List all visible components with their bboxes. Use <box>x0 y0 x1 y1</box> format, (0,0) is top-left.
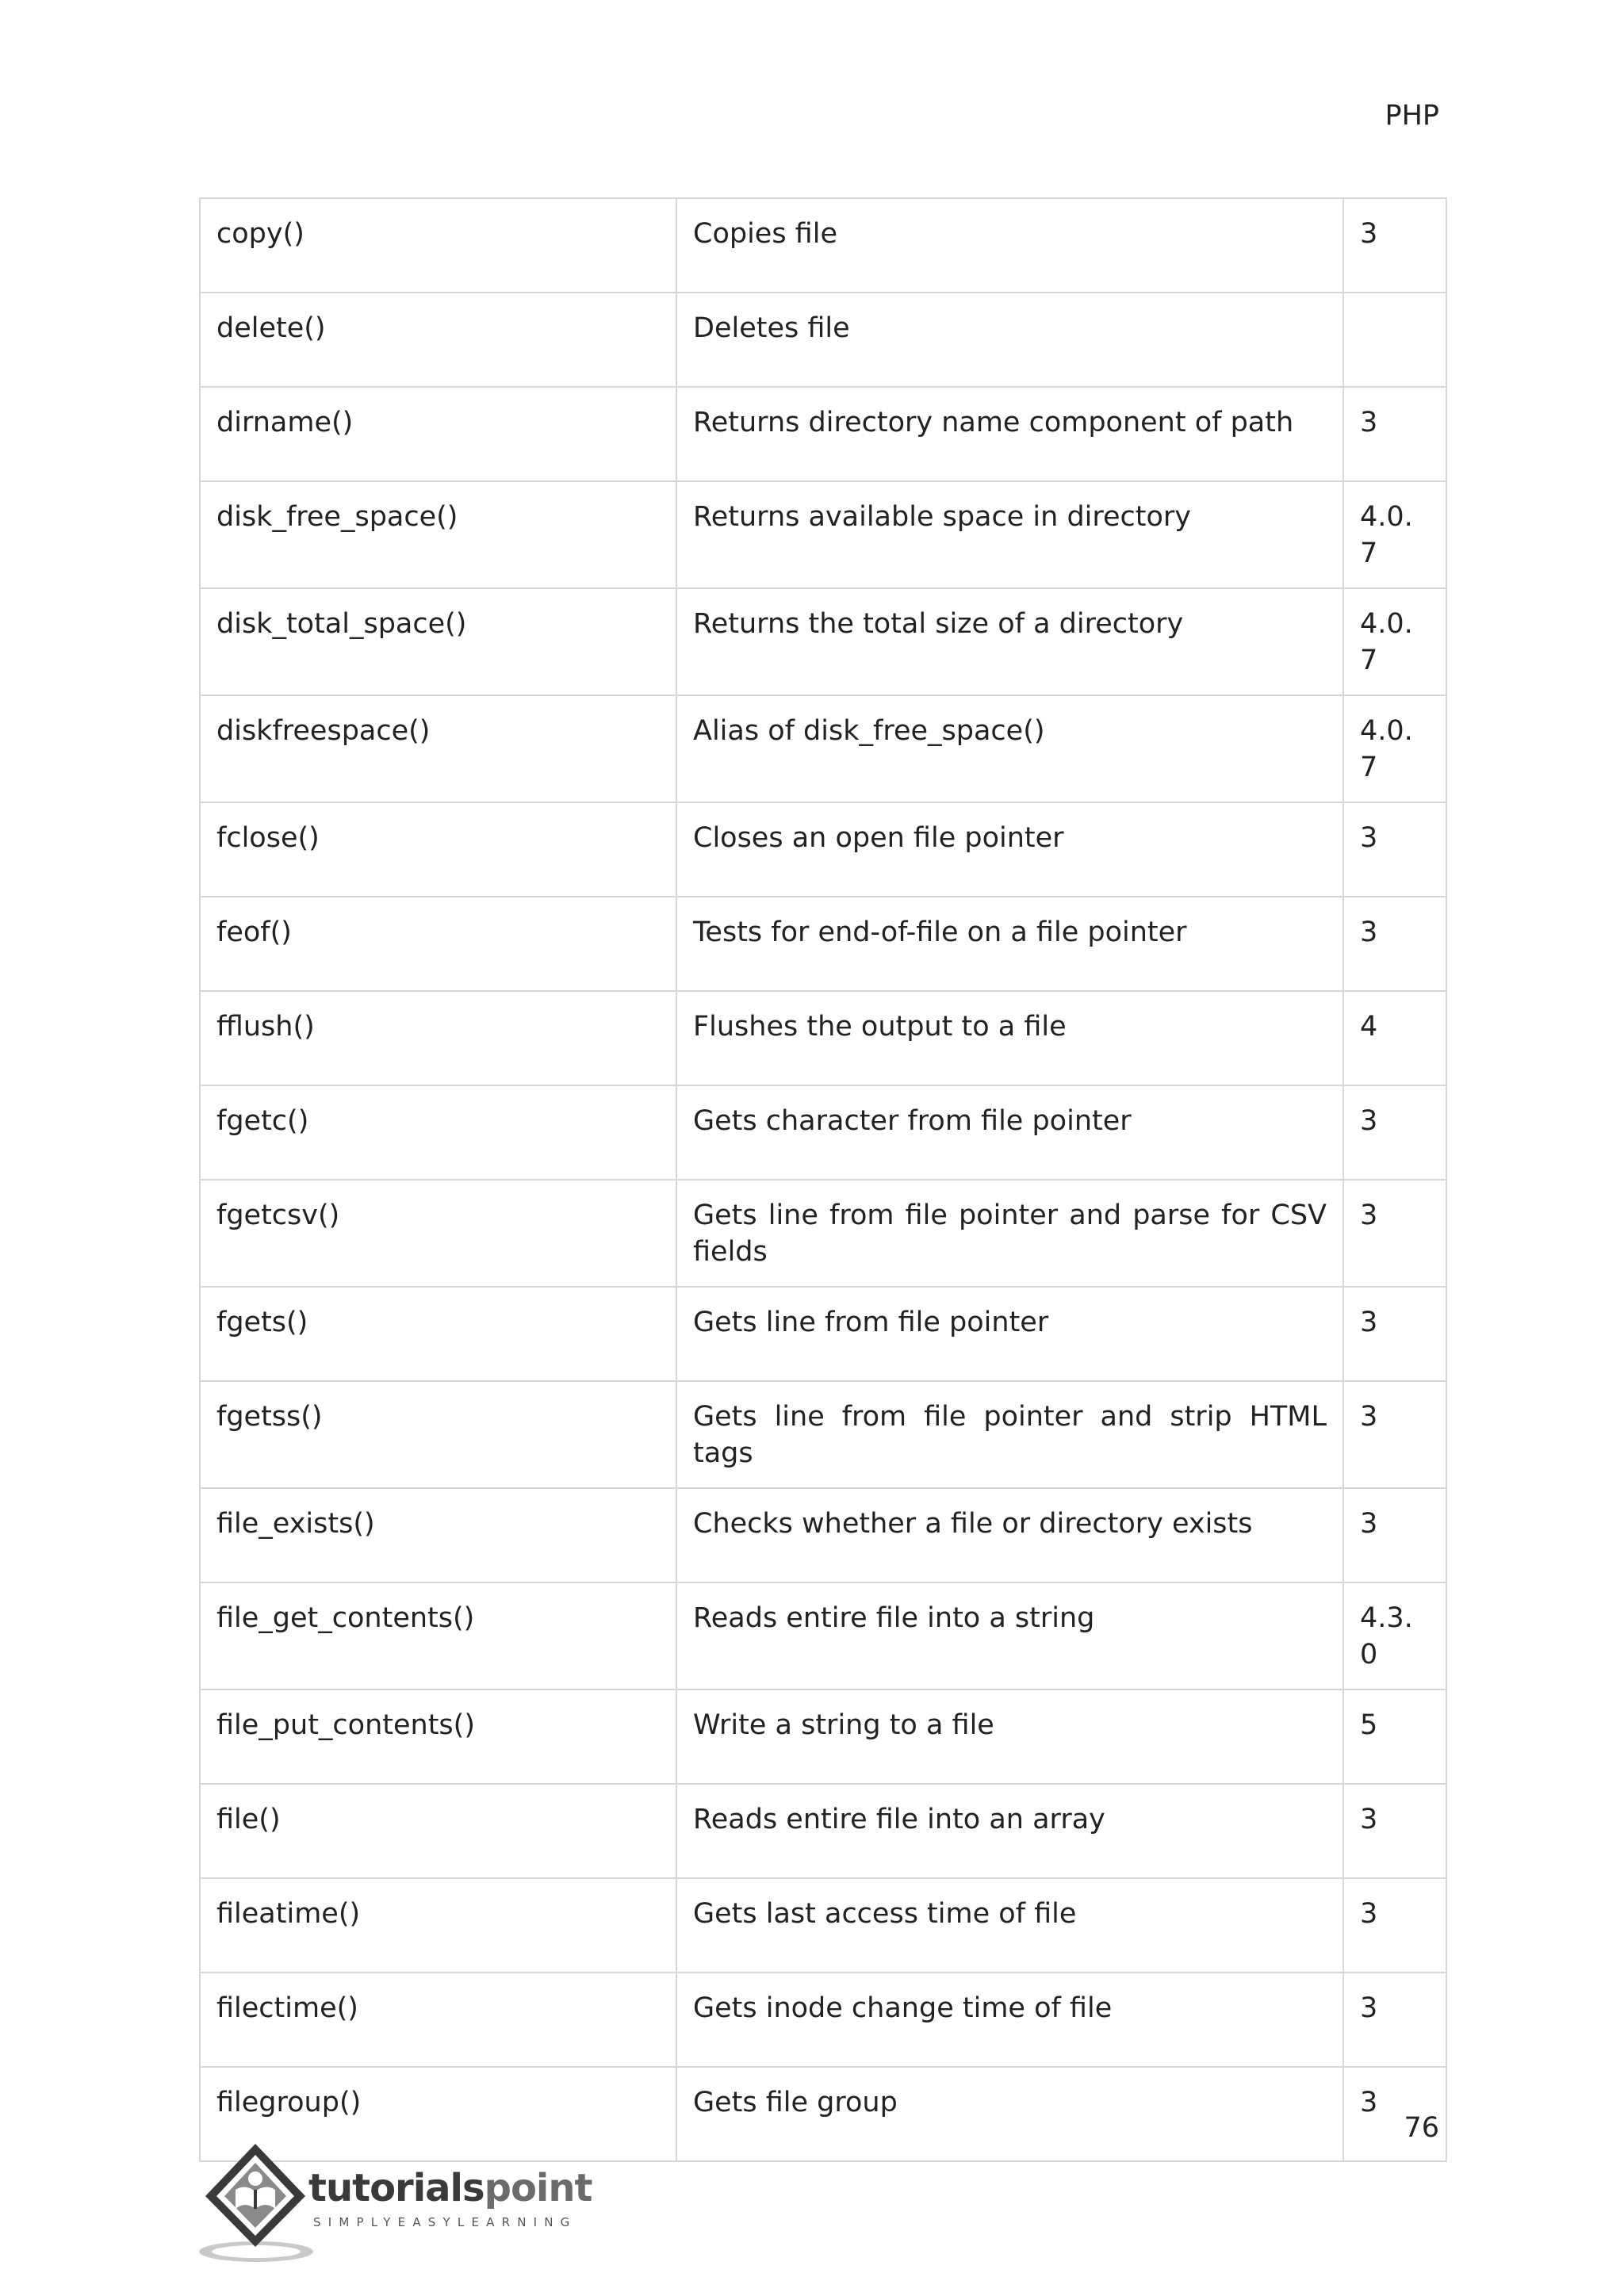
description-cell: Gets line from file pointer and parse for CSV fields <box>676 1180 1343 1287</box>
tutorialspoint-logo <box>196 2139 600 2266</box>
function-name-cell: fgetcsv() <box>200 1180 676 1287</box>
description-cell: Write a string to a file <box>676 1689 1343 1784</box>
function-name-cell: fclose() <box>200 802 676 897</box>
function-name-cell: filectime() <box>200 1973 676 2067</box>
table-row <box>200 1784 1446 1878</box>
function-table <box>199 197 1447 2162</box>
description-cell: Returns available space in directory <box>676 481 1343 588</box>
function-name-cell: file_put_contents() <box>200 1689 676 1784</box>
description-cell: Returns the total size of a directory <box>676 588 1343 695</box>
version-cell: 3 <box>1343 1488 1446 1582</box>
function-name-cell: file() <box>200 1784 676 1878</box>
version-cell: 3 <box>1343 802 1446 897</box>
table-row <box>200 1287 1446 1381</box>
table-row <box>200 1973 1446 2067</box>
table-row <box>200 1180 1446 1287</box>
description-cell: Alias of disk_free_space() <box>676 695 1343 802</box>
table-row <box>200 802 1446 897</box>
function-name-cell: copy() <box>200 198 676 293</box>
version-cell: 3 <box>1343 1287 1446 1381</box>
function-name-cell: fflush() <box>200 991 676 1085</box>
version-cell: 3 <box>1343 1973 1446 2067</box>
page-header-title: PHP <box>1385 100 1439 132</box>
description-cell: Gets file group <box>676 2067 1343 2161</box>
description-cell: Closes an open file pointer <box>676 802 1343 897</box>
table-row <box>200 695 1446 802</box>
function-name-cell: filegroup() <box>200 2067 676 2161</box>
version-cell: 3 <box>1343 387 1446 481</box>
table-row <box>200 897 1446 991</box>
version-cell: 4.3.0 <box>1343 1582 1446 1689</box>
table-row <box>200 198 1446 293</box>
function-name-cell: diskfreespace() <box>200 695 676 802</box>
version-cell: 3 <box>1343 198 1446 293</box>
function-name-cell: disk_free_space() <box>200 481 676 588</box>
version-cell: 3 <box>1343 897 1446 991</box>
table-row <box>200 991 1446 1085</box>
logo-wordmark <box>308 2168 592 2209</box>
page-number: 76 <box>1404 2112 1439 2144</box>
version-cell: 3 <box>1343 1180 1446 1287</box>
function-name-cell: fgetc() <box>200 1085 676 1180</box>
function-name-cell: file_get_contents() <box>200 1582 676 1689</box>
table-row <box>200 1381 1446 1488</box>
table-row <box>200 387 1446 481</box>
version-cell <box>1343 293 1446 387</box>
function-name-cell: file_exists() <box>200 1488 676 1582</box>
function-name-cell: fgets() <box>200 1287 676 1381</box>
function-table-body <box>200 198 1446 2161</box>
table-row <box>200 1488 1446 1582</box>
function-name-cell: dirname() <box>200 387 676 481</box>
description-cell: Returns directory name component of path <box>676 387 1343 481</box>
version-cell: 4.0.7 <box>1343 481 1446 588</box>
version-cell: 3 <box>1343 1085 1446 1180</box>
description-cell: Gets character from file pointer <box>676 1085 1343 1180</box>
function-name-cell: fileatime() <box>200 1878 676 1973</box>
version-cell: 3 <box>1343 1784 1446 1878</box>
table-row <box>200 1689 1446 1784</box>
description-cell: Checks whether a file or directory exists <box>676 1488 1343 1582</box>
description-cell: Flushes the output to a file <box>676 991 1343 1085</box>
version-cell: 3 <box>1343 2067 1446 2161</box>
description-cell: Reads entire file into an array <box>676 1784 1343 1878</box>
logo-word-part2: point <box>484 2166 592 2210</box>
version-cell: 4 <box>1343 991 1446 1085</box>
table-row <box>200 1878 1446 1973</box>
table-row <box>200 1085 1446 1180</box>
version-cell: 3 <box>1343 1381 1446 1488</box>
description-cell: Gets line from file pointer and strip HTML tags <box>676 1381 1343 1488</box>
description-cell: Gets line from file pointer <box>676 1287 1343 1381</box>
description-cell: Gets last access time of file <box>676 1878 1343 1973</box>
table-row <box>200 1582 1446 1689</box>
table-row <box>200 481 1446 588</box>
description-cell: Deletes file <box>676 293 1343 387</box>
description-cell: Copies file <box>676 198 1343 293</box>
function-name-cell: fgetss() <box>200 1381 676 1488</box>
table-row <box>200 588 1446 695</box>
function-name-cell: feof() <box>200 897 676 991</box>
table-row <box>200 293 1446 387</box>
version-cell: 4.0.7 <box>1343 695 1446 802</box>
description-cell: Gets inode change time of file <box>676 1973 1343 2067</box>
logo-tagline: SIMPLYEASYLEARNING <box>313 2215 577 2229</box>
tutorialspoint-logo-icon <box>196 2139 315 2266</box>
function-name-cell: delete() <box>200 293 676 387</box>
logo-word-part1: tutorials <box>308 2166 485 2210</box>
function-name-cell: disk_total_space() <box>200 588 676 695</box>
description-cell: Tests for end-of-file on a file pointer <box>676 897 1343 991</box>
version-cell: 3 <box>1343 1878 1446 1973</box>
version-cell: 4.0.7 <box>1343 588 1446 695</box>
description-cell: Reads entire file into a string <box>676 1582 1343 1689</box>
version-cell: 5 <box>1343 1689 1446 1784</box>
